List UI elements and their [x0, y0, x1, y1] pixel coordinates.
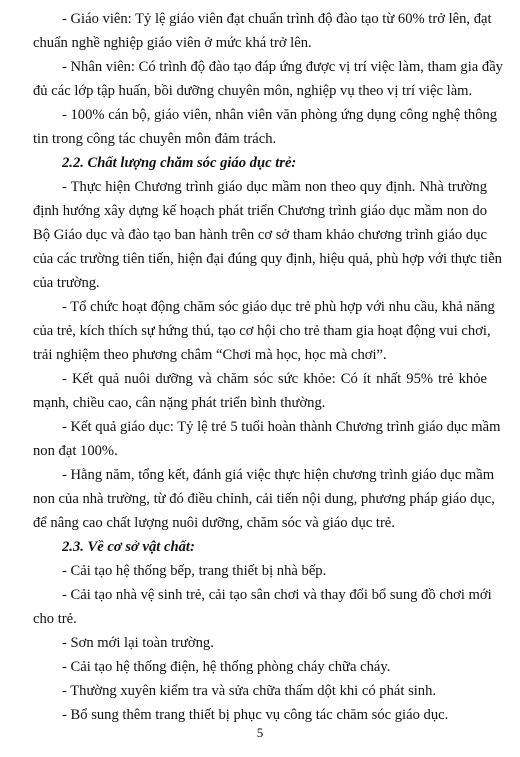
text-line: mạnh, chiều cao, cân nặng phát triển bình thường.	[33, 395, 326, 411]
text-line: - Sơn mới lại toàn trường.	[62, 635, 214, 651]
text-line: - Kết quả giáo dục: Tỷ lệ trẻ 5 tuổi hoàn thành Chương trình giáo dục mầm	[62, 419, 501, 435]
text-line: - Cải tạo nhà vệ sinh trẻ, cải tạo sân chơi và thay đổi bổ sung đồ chơi mới	[62, 587, 492, 603]
text-line: Bộ Giáo dục và đào tạo ban hành trên cơ sở tham khảo chương trình giáo dục	[33, 227, 487, 243]
text-line: trải nghiệm theo phương châm “Chơi mà học, học mà chơi”.	[33, 347, 387, 363]
text-line: tin trong công tác chuyên môn đảm trách.	[33, 131, 277, 147]
page-number: 5	[256, 725, 264, 740]
text-line: cho trẻ.	[33, 611, 77, 627]
text-line: định hướng xây dựng kế hoạch phát triển Chương trình giáo dục mầm non do	[33, 203, 487, 219]
text-line: của trường.	[33, 275, 100, 291]
text-line: - Kết quả nuôi dưỡng và chăm sóc sức khỏe: Có ít nhất 95% trẻ khỏe	[62, 371, 487, 387]
text-line: - Tổ chức hoạt động chăm sóc giáo dục trẻ phù hợp với nhu cầu, khả năng	[62, 299, 495, 315]
text-line: chuẩn nghề nghiệp giáo viên ở mức khá trở lên.	[33, 35, 312, 51]
text-line: - Cải tạo hệ thống điện, hệ thống phòng cháy chữa cháy.	[62, 659, 391, 675]
text-line: non đạt 100%.	[33, 443, 118, 459]
text-line: của trẻ, kích thích sự hứng thú, tạo cơ hội cho trẻ tham gia hoạt động vui chơi,	[33, 323, 491, 339]
text-line: - Cải tạo hệ thống bếp, trang thiết bị nhà bếp.	[62, 563, 327, 579]
section-heading: 2.3. Về cơ sở vật chất:	[62, 539, 195, 555]
text-line: để nâng cao chất lượng nuôi dưỡng, chăm sóc và giáo dục trẻ.	[33, 515, 395, 531]
text-line: - Giáo viên: Tỷ lệ giáo viên đạt chuẩn trình độ đào tạo từ 60% trở lên, đạt	[62, 11, 492, 27]
text-line: - Thực hiện Chương trình giáo dục mầm non theo quy định. Nhà trường	[62, 179, 487, 195]
text-line: đủ các lớp tập huấn, bồi dưỡng chuyên môn, nghiệp vụ theo vị trí việc làm.	[33, 83, 473, 99]
text-line: - Hằng năm, tổng kết, đánh giá việc thực hiện chương trình giáo dục mầm	[62, 467, 495, 483]
text-line: - Bổ sung thêm trang thiết bị phục vụ công tác chăm sóc giáo dục.	[62, 707, 449, 723]
text-line: - 100% cán bộ, giáo viên, nhân viên văn phòng ứng dụng công nghệ thông	[62, 107, 498, 123]
section-heading: 2.2. Chất lượng chăm sóc giáo dục trẻ:	[62, 155, 297, 171]
text-line: của các trường tiên tiến, hiện đại đúng quy định, hiệu quả, phù hợp với thực tiễn	[33, 251, 502, 267]
text-line: - Nhân viên: Có trình độ đào tạo đáp ứng được vị trí việc làm, tham gia đầy	[62, 59, 503, 75]
text-line: - Thường xuyên kiểm tra và sửa chữa thấm dột khi có phát sinh.	[62, 683, 437, 699]
text-line: non của nhà trường, từ đó điều chỉnh, cải tiến nội dung, phương pháp giáo dục,	[33, 491, 495, 507]
